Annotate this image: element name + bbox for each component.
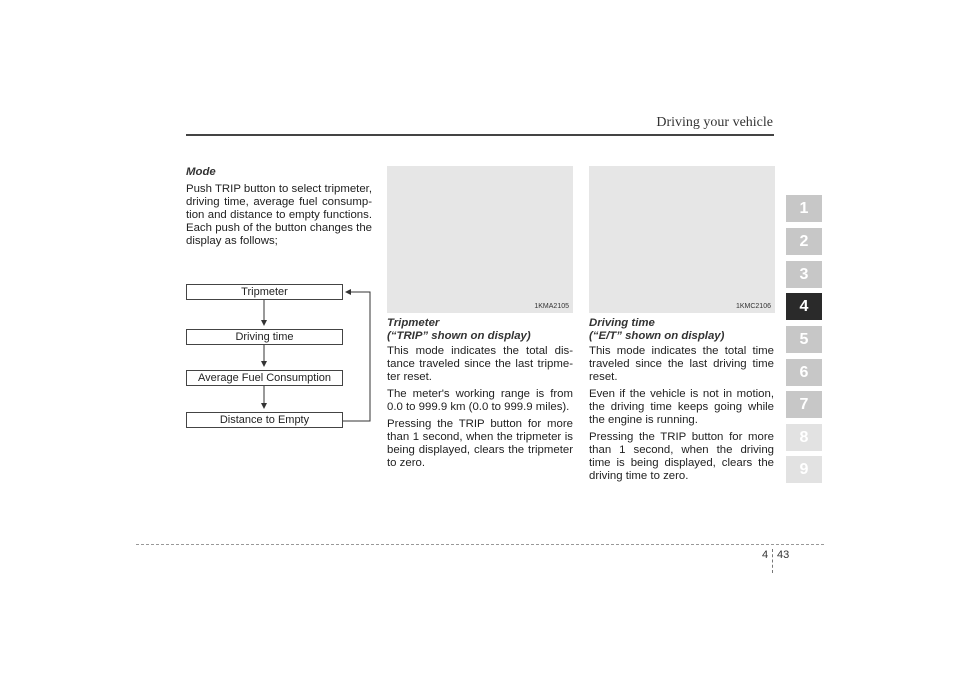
image-code: 1KMA2105 <box>534 303 569 310</box>
driving-time-heading: Driving time <box>589 317 655 329</box>
tripmeter-subheading: (“TRIP” shown on display) <box>387 330 531 342</box>
flow-box-tripmeter: Tripmeter <box>186 284 343 300</box>
tripmeter-section <box>387 317 573 474</box>
mode-body: Push TRIP button to select tripmeter, driving time, average fuel consump-tion and distance to empty functions. Each push of the button changes the display as follows; <box>186 183 372 247</box>
flow-box-distance-to-empty: Distance to Empty <box>186 412 343 428</box>
footer-chapter-number: 4 <box>762 549 769 561</box>
footer-divider <box>772 549 773 573</box>
chapter-tab-3[interactable]: 3 <box>786 261 822 288</box>
mode-heading: Mode <box>186 166 216 178</box>
driving-time-display-image <box>589 166 775 313</box>
flow-arrows <box>180 280 380 430</box>
chapter-tab-4[interactable]: 4 <box>786 293 822 320</box>
flow-box-average-fuel: Average Fuel Consumption <box>186 370 343 386</box>
driving-time-paragraph: Pressing the TRIP button for more than 1 second, when the driving time is being displayed, clears the driving time to zero. <box>589 431 774 482</box>
tripmeter-display-image <box>387 166 573 313</box>
image-code: 1KMC2106 <box>735 303 771 310</box>
driving-time-section <box>589 317 774 487</box>
driving-time-paragraph: This mode indicates the total time traveled since the last driving time reset. <box>589 345 774 383</box>
footer-page-number: 43 <box>777 549 790 561</box>
chapter-tab-1[interactable]: 1 <box>786 195 822 222</box>
tripmeter-heading: Tripmeter <box>387 317 440 329</box>
chapter-tab-2[interactable]: 2 <box>786 228 822 255</box>
chapter-tab-5[interactable]: 5 <box>786 326 822 353</box>
chapter-tab-9[interactable]: 9 <box>786 456 822 483</box>
driving-time-subheading: (“E/T” shown on display) <box>589 330 725 342</box>
tripmeter-paragraph: This mode indicates the total dis-tance traveled since the last tripme-ter reset. <box>387 345 573 383</box>
tripmeter-paragraph: The meter's working range is from 0.0 to 999.9 km (0.0 to 999.9 miles). <box>387 388 573 413</box>
chapter-tab-8[interactable]: 8 <box>786 424 822 451</box>
tripmeter-paragraph: Pressing the TRIP button for more than 1 second, when the tripmeter is being displayed, clears the tripmeter to zero. <box>387 418 573 469</box>
section-title: Driving your vehicle <box>656 115 773 130</box>
header-rule <box>186 134 774 136</box>
chapter-tab-7[interactable]: 7 <box>786 391 822 418</box>
footer-rule <box>136 544 824 545</box>
arrow-loop-back <box>342 292 370 421</box>
driving-time-paragraph: Even if the vehicle is not in motion, the driving time keeps going while the engine is running. <box>589 388 774 426</box>
chapter-tab-6[interactable]: 6 <box>786 359 822 386</box>
flow-box-driving-time: Driving time <box>186 329 343 345</box>
mode-section <box>186 166 372 252</box>
